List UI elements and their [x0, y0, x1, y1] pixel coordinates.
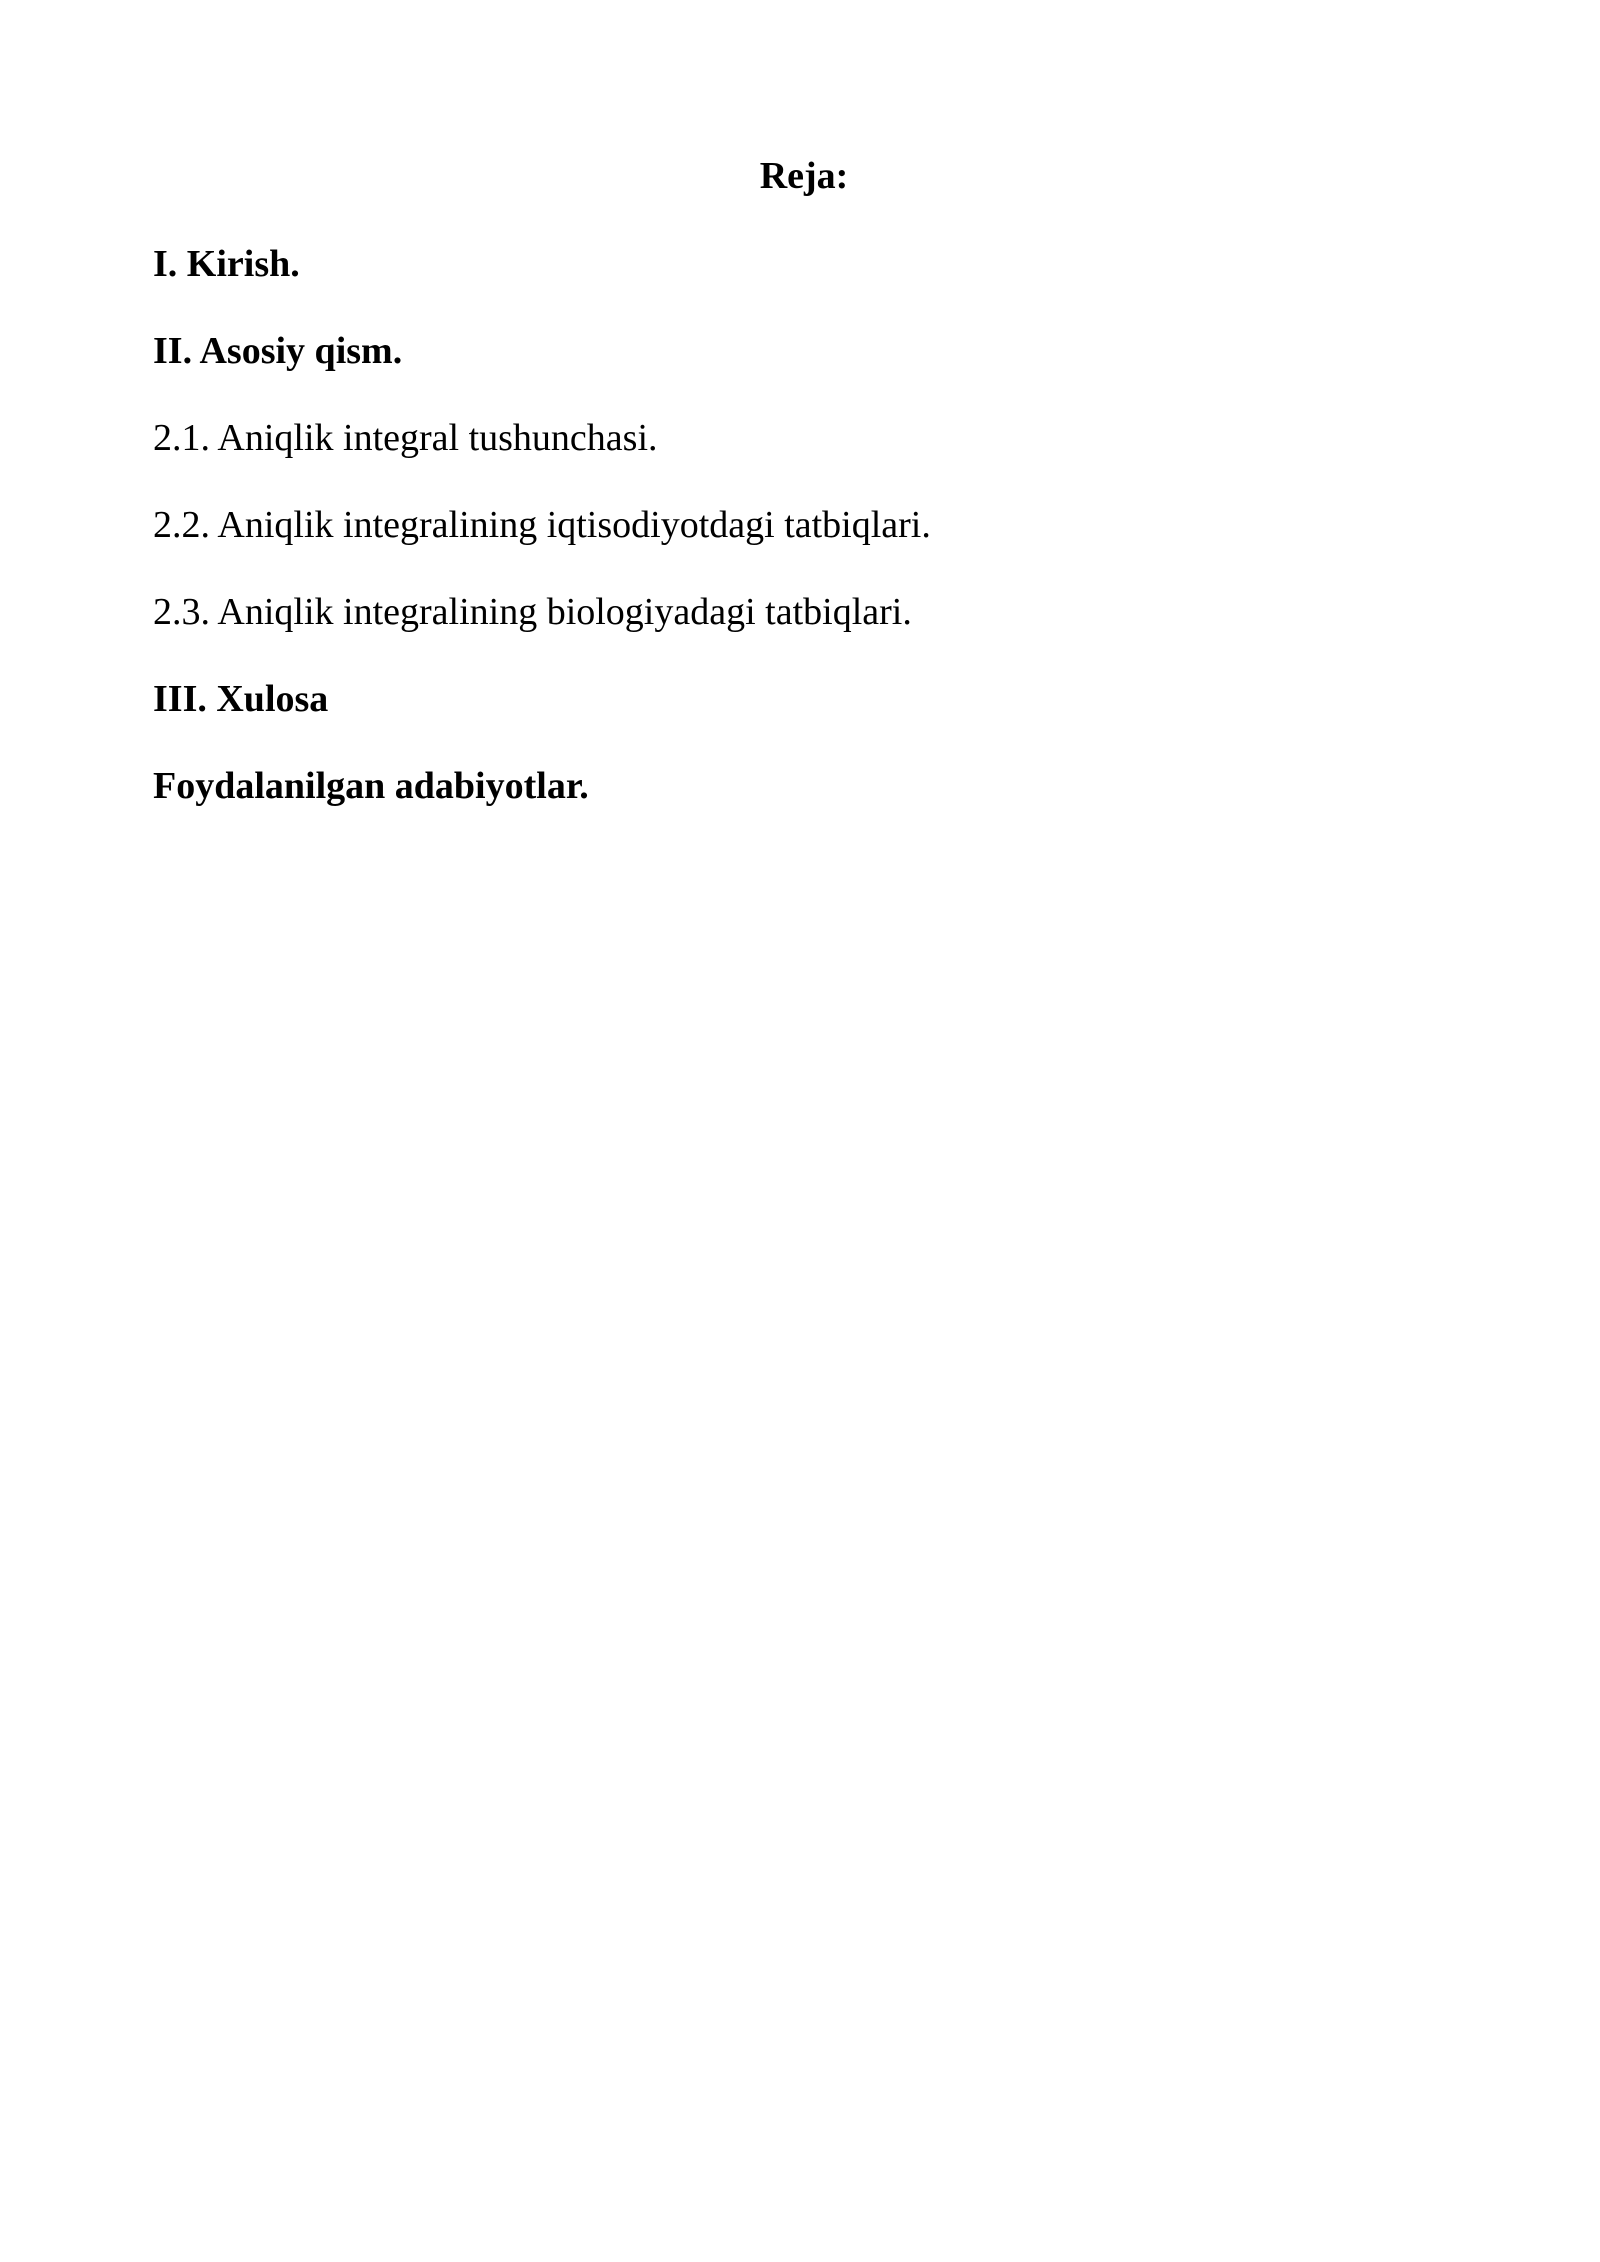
page-title: Reja:: [759, 155, 849, 197]
outline-item-conclusion: III. Xulosa: [153, 678, 329, 720]
outline-item-2-2: 2.2. Aniqlik integralining iqtisodiyotdagi tatbiqlari.: [153, 504, 931, 546]
outline-item-2-1: 2.1. Aniqlik integral tushunchasi.: [153, 417, 658, 459]
outline-item-references: Foydalanilgan adabiyotlar.: [153, 765, 589, 807]
outline-item-2-3: 2.3. Aniqlik integralining biologiyadagi tatbiqlari.: [153, 591, 912, 633]
plan-outline: [153, 236, 1453, 845]
outline-item-main-part: II. Asosiy qism.: [153, 330, 403, 372]
outline-item-introduction: I. Kirish.: [153, 243, 300, 285]
